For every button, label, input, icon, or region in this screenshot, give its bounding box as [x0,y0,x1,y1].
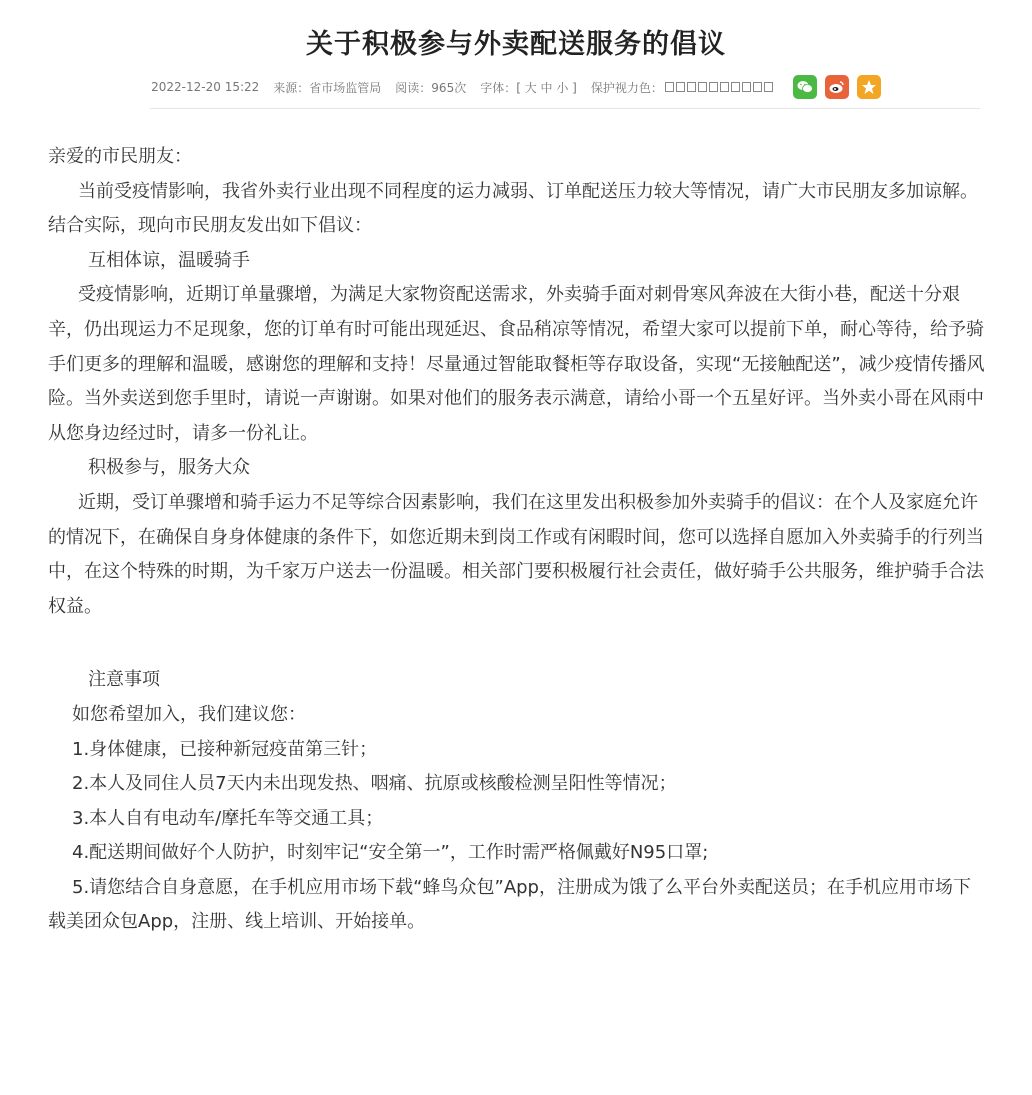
section-heading: 积极参与，服务大众 [88,457,250,479]
list-item: 3.本人自有电动车/摩托车等交通工具； [72,807,384,829]
intro-paragraph: 当前受疫情影响，我省外卖行业出现不同程度的运力减弱、订单配送压力较大等情况，请广大市民朋友多加谅解。结合实际，现向市民朋友发出如下倡议： [48,180,978,237]
article-source[interactable]: 来源：省市场监管局 [273,80,382,95]
color-swatch[interactable] [753,82,762,92]
salutation: 亲爱的市民朋友： [48,146,192,167]
article-title: 关于积极参与外卖配送服务的倡议 [306,29,726,60]
list-item: 5.请您结合自身意愿，在手机应用市场下载“蜂鸟众包”App，注册成为饿了么平台外卖配送员；在手机应用市场下载美团众包App，注册、线上培训、开始接单。 [48,876,971,933]
eye-protection-colors [591,79,773,96]
color-swatch[interactable] [698,82,707,92]
share-weibo-button[interactable] [825,75,849,99]
wechat-icon [797,80,813,94]
section-heading: 互相体谅，温暖骑手 [88,249,250,271]
header-divider [150,108,980,109]
share-buttons [793,75,881,99]
notes-heading: 注意事项 [88,669,160,691]
color-swatch[interactable] [665,82,674,92]
section-paragraph: 受疫情影响，近期订单量骤增，为满足大家物资配送需求，外卖骑手面对刺骨寒风奔波在大街小巷，配送十分艰辛，仍出现运力不足现象，您的订单有时可能出现延迟、食品稍凉等情况，希望大家可以提前下单，耐心等待，给予骑手们更多的理解和温暖，感谢您的理解和支持！尽量通过智能取餐柜等存取设备，实现“无接触配送”，减少疫情传播风险。当外卖送到您手里时，请说一声谢谢。如果对他们的服务表示满意，请给小哥一个五星好评。当外卖小哥在风雨中从您身边经过时，请多一份礼让。 [48,284,985,444]
color-swatch[interactable] [709,82,718,92]
color-swatch[interactable] [764,82,773,92]
list-item: 4.配送期间做好个人防护，时刻牢记“安全第一”，工作时需严格佩戴好N95口罩; [72,842,709,864]
eye-color-label: 保护视力色： [590,80,663,95]
weibo-icon [829,80,845,94]
color-swatch[interactable] [742,82,751,92]
color-swatch[interactable] [731,82,740,92]
share-wechat-button[interactable] [793,75,817,99]
view-count: 阅读：965次 [395,80,467,95]
article-body [48,140,988,940]
section-paragraph: 近期，受订单骤增和骑手运力不足等综合因素影响，我们在这里发出积极参加外卖骑手的倡议：在个人及家庭允许的情况下，在确保自身身体健康的条件下，如您近期未到岗工作或有闲暇时间，您可以选择自愿加入外卖骑手的行列当中，在这个特殊的时期，为千家万户送去一份温暖。相关部门要积极履行社会责任，做好骑手公共服务，维护骑手合法权益。 [48,491,984,617]
list-item: 2.本人及同住人员7天内未出现发热、咽痛、抗原或核酸检测呈阳性等情况； [72,773,677,795]
article-meta-bar [0,72,1032,102]
font-size-switcher[interactable]: 字体：[ 大 中 小 ] [480,80,577,95]
color-swatch[interactable] [687,82,696,92]
list-item: 1.身体健康，已接种新冠疫苗第三针； [72,738,378,760]
notes-intro: 如您希望加入，我们建议您： [72,703,306,725]
publish-date: 2022-12-20 15:22 [151,80,260,94]
star-icon [861,79,877,95]
color-swatch[interactable] [720,82,729,92]
favorite-button[interactable] [857,75,881,99]
color-swatch[interactable] [676,82,685,92]
